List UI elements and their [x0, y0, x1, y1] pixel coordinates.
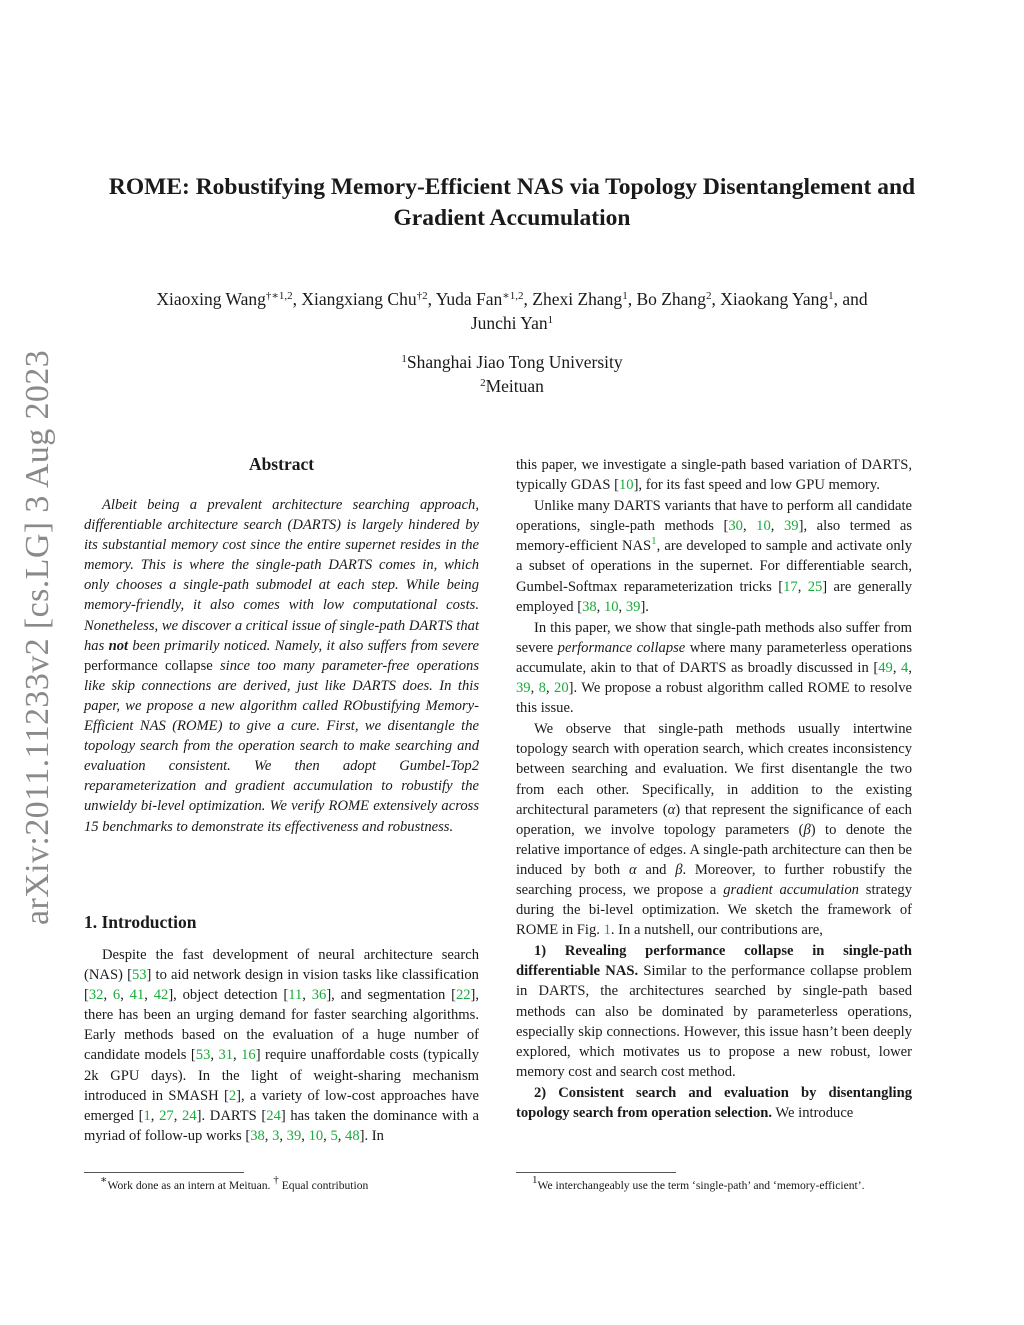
- footnote-rule: [84, 1172, 244, 1173]
- author: Bo Zhang$^2$,: [636, 289, 721, 309]
- citation-link[interactable]: 27: [159, 1107, 174, 1124]
- citation-link[interactable]: 48: [345, 1127, 360, 1144]
- paragraph: 1) Revealing performance collapse in single-path differentiable NAS. Similar to the performance collapse problem in DARTS, the architectures searched by single-path based methods can also be dominated by parameterless operations, especially skip connections. However, this issue hasn’t been deeply explored, which motivates us to propose a new robust, lower memory cost and search cost method.: [516, 943, 912, 1080]
- citation-link[interactable]: 11: [288, 987, 303, 1004]
- citation-link[interactable]: 10: [618, 477, 634, 494]
- author: Junchi Yan$^1$: [470, 313, 554, 333]
- bold-not: not: [108, 637, 129, 654]
- citation-link[interactable]: 5: [330, 1127, 338, 1144]
- paragraph: 2) Consistent search and evaluation by disentangling topology search from operation selection. We introduce: [516, 1084, 912, 1121]
- citation-link[interactable]: 4: [901, 659, 909, 676]
- author: Zhexi Zhang$^1$,: [532, 289, 637, 309]
- footnote-marker[interactable]: 1: [651, 535, 657, 548]
- citation-link[interactable]: 31: [218, 1047, 234, 1064]
- paragraph: this paper, we investigate a single-path based variation of DARTS, typically GDAS [10], for its fast speed and low GPU memory.: [516, 457, 912, 494]
- affiliation: $^2$Meituan: [480, 376, 544, 396]
- citation-link[interactable]: 39: [516, 680, 531, 697]
- section-heading-introduction: 1. Introduction: [84, 912, 197, 932]
- citation-link[interactable]: 38: [582, 598, 597, 615]
- citation-link[interactable]: 39: [286, 1127, 302, 1144]
- affiliations: [80, 350, 944, 398]
- citation-link[interactable]: 39: [625, 598, 641, 615]
- title-line-2: Gradient Accumulation: [393, 205, 631, 231]
- author: Xiaoxing Wang$^{\dagger∗1,2}$,: [156, 289, 302, 309]
- affiliation: $^1$Shanghai Jiao Tong University: [401, 352, 623, 372]
- paragraph: We observe that single-path methods usually intertwine topology search with operation search, which creates inconsistency between searching and evaluation. We first disentangle the two from each other. Specifically, in addition to the existing architectural parameters (α) that represent the significance of each operation, we involve topology parameters (β) to denote the relative importance of edges. A single-path architecture can then be induced by both α and β. Moreover, to further robustify the searching process, we propose a gradient accumulation strategy during the bi-level optimization. We sketch the framework of ROME in Fig. 1. In a nutshell, our contributions are,: [516, 721, 913, 939]
- citation-link[interactable]: 10: [756, 518, 771, 535]
- author: Yuda Fan$^{∗1,2}$,: [435, 289, 533, 309]
- citation-link[interactable]: 8: [538, 680, 546, 697]
- citation-link[interactable]: 3: [272, 1127, 280, 1144]
- introduction-body: [84, 945, 479, 1146]
- citation-link[interactable]: 25: [807, 578, 823, 595]
- paragraph: Despite the fast development of neural architecture search (NAS) [53] to aid network design in vision tasks like classification [32, 6, 41, 42], object detection [11, 36], and segmentation [22], there has been an urging demand for faster searching algorithms. Early methods based on the evaluation of a huge number of candidate models [53, 31, 16] require unaffordable costs (typically 2k GPU days). In the light of weight-sharing mechanism introduced in SMASH [2], a variety of low-cost approaches have emerged [1, 27, 24]. DARTS [24] has taken the dominance with a myriad of follow-up works [38, 3, 39, 10, 5, 48]. In: [84, 947, 480, 1144]
- citation-link[interactable]: 6: [112, 987, 121, 1004]
- paragraph: Unlike many DARTS variants that have to perform all candidate operations, single-path methods [30, 10, 39], also termed as memory-efficient NAS$^1$, are developed to sample and activate only a subset of operations in the supernet. For differentiable search, Gumbel-Softmax reparameterization tricks [17, 25] are generally employed [38, 10, 39].: [516, 498, 913, 615]
- footnote-left: ∗Work done as an intern at Meituan. † Equal contribution: [100, 1174, 369, 1192]
- abstract-body: Albeit being a prevalent architecture searching approach, differentiable architecture search (DARTS) is largely hindered by its substantial memory cost since the entire supernet resides in the memory. This is where the single-path DARTS comes in, which only chooses a single-path submodel at each step. While being memory-friendly, it also comes with low computational costs. Nonetheless, we discover a critical issue of single-path DARTS that has not been primarily noticed. Namely, it also suffers from severe performance collapse since too many parameter-free operations like skip connections are derived, just like DARTS does. In this paper, we propose a new algorithm called RObustifying Memory-Efficient NAS (ROME) to give a cure. First, we disentangle the topology search from the operation search to make searching and evaluation consistent. We then adopt Gumbel-Top2 reparameterization and gradient accumulation to robustify the unwieldy bi-level optimization. We verify ROME extensively across 15 benchmarks to demonstrate its effectiveness and robustness.: [84, 497, 479, 835]
- citation-link[interactable]: 10: [308, 1127, 324, 1144]
- citation-link[interactable]: 20: [554, 680, 569, 697]
- citation-link[interactable]: 30: [728, 518, 743, 535]
- footnote-rule: [516, 1172, 676, 1173]
- paper-title: [80, 172, 944, 234]
- footnote-right: $^1$We interchangeably use the term ‘single-path’ and ‘memory-efficient’.: [532, 1174, 865, 1192]
- author-list: [80, 287, 944, 335]
- citation-link[interactable]: 41: [129, 987, 145, 1004]
- citation-link[interactable]: 16: [241, 1047, 256, 1064]
- abstract-heading: Abstract: [248, 454, 315, 474]
- upright-phrase: performance collapse: [84, 657, 213, 674]
- citation-link[interactable]: 42: [153, 987, 169, 1004]
- title-line-1: ROME: Robustifying Memory-Efficient NAS via Topology Disentanglement and: [108, 174, 916, 200]
- citation-link[interactable]: 39: [784, 518, 799, 535]
- citation-link[interactable]: 49: [878, 659, 893, 676]
- author: Xiaokang Yang$^1$, and: [720, 289, 868, 309]
- arxiv-stamp: arXiv:2011.11233v2 [cs.LG] 3 Aug 2023: [19, 349, 56, 925]
- citation-link[interactable]: 24: [266, 1107, 281, 1124]
- citation-link[interactable]: 36: [311, 987, 327, 1004]
- citation-link[interactable]: 2: [228, 1087, 237, 1104]
- citation-link[interactable]: 10: [603, 598, 619, 615]
- right-column-body: [516, 455, 912, 1123]
- citation-link[interactable]: 24: [182, 1107, 197, 1124]
- citation-link[interactable]: 32: [88, 987, 104, 1004]
- citation-link[interactable]: 53: [131, 967, 147, 984]
- citation-link[interactable]: 17: [783, 578, 798, 595]
- paragraph: In this paper, we show that single-path methods also suffer from severe performance collapse where many parameterless operations accumulate, akin to that of DARTS as broadly discussed in [49, 4, 39, 8, 20]. We propose a robust algorithm called ROME to resolve this issue.: [516, 619, 913, 717]
- citation-link[interactable]: 38: [250, 1127, 265, 1144]
- author: Xiangxiang Chu$^{\dagger 2}$,: [301, 289, 436, 309]
- citation-link[interactable]: 53: [195, 1047, 211, 1064]
- citation-link[interactable]: 22: [455, 987, 471, 1004]
- citation-link[interactable]: 1: [143, 1107, 151, 1124]
- figure-link[interactable]: 1: [603, 922, 611, 939]
